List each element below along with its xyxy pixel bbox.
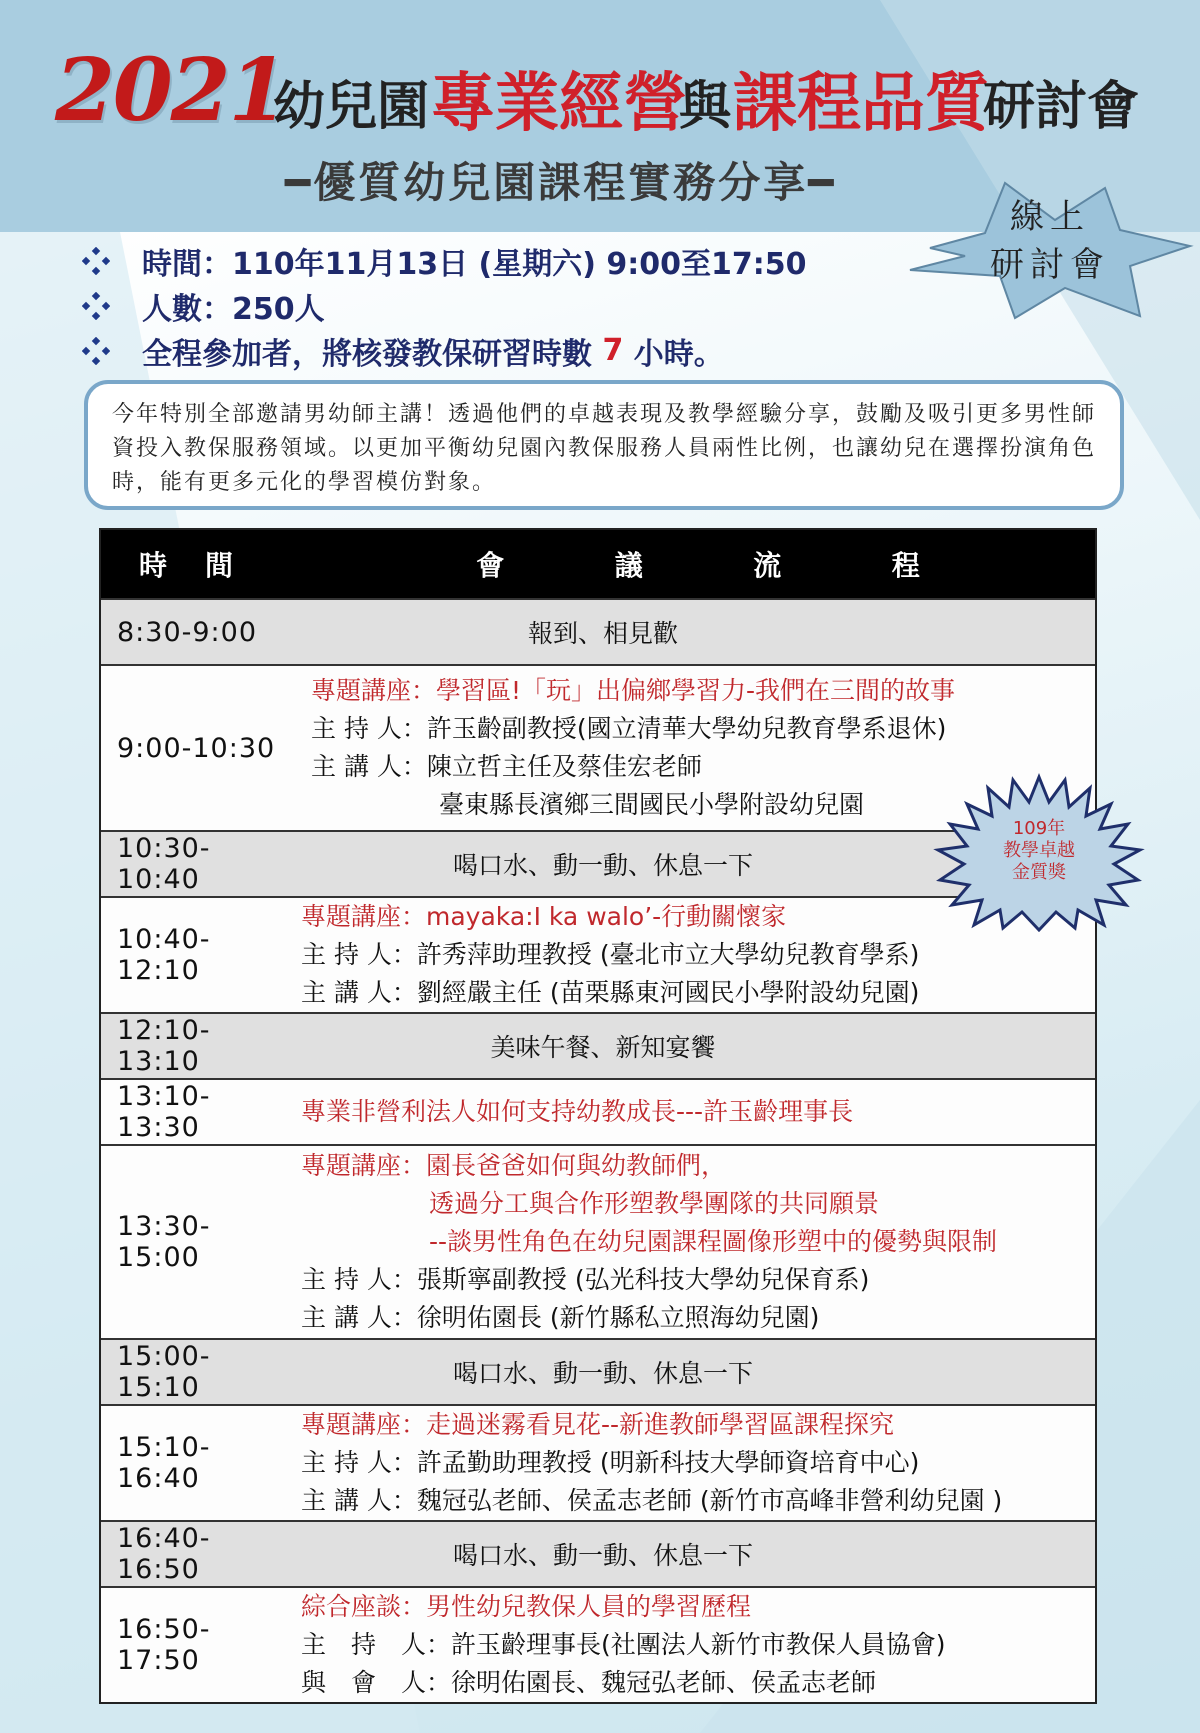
row-participants: 與 會 人：徐明佑園長、魏冠弘老師、侯孟志老師 bbox=[301, 1668, 877, 1697]
row-text: 喝口水、動一動、休息一下 bbox=[452, 1359, 753, 1388]
header-program-char: 流 bbox=[753, 549, 782, 582]
header-program bbox=[291, 544, 1095, 584]
schedule-table bbox=[99, 528, 1097, 1704]
row-time: 12:10-13:10 bbox=[117, 1015, 211, 1077]
row-text: 喝口水、動一動、休息一下 bbox=[452, 851, 753, 880]
row-time: 10:30-10:40 bbox=[117, 833, 211, 895]
info-people-text: 人數：250人 bbox=[142, 291, 325, 327]
schedule-row bbox=[101, 1078, 1095, 1144]
row-speaker-org: 臺東縣長濱鄉三間國民小學附設幼兒園 bbox=[439, 790, 865, 819]
schedule-row bbox=[101, 1012, 1095, 1078]
row-program bbox=[291, 600, 1095, 664]
row-host: 主 持 人：許秀萍助理教授 (臺北市立大學幼兒教育學系) bbox=[301, 940, 920, 969]
row-time: 15:00-15:10 bbox=[117, 1341, 211, 1403]
row-topic-line-3: --談男性角色在幼兒園課程圖像形塑中的優勢與限制 bbox=[429, 1227, 998, 1256]
row-program bbox=[291, 1340, 1095, 1404]
event-subtitle: ━優質幼兒園課程實務分享━ bbox=[285, 158, 837, 207]
schedule-row bbox=[101, 1144, 1095, 1338]
row-time: 15:10-16:40 bbox=[117, 1432, 211, 1494]
diamond-bullet-icon bbox=[82, 247, 110, 275]
schedule-row bbox=[101, 598, 1095, 664]
row-program bbox=[291, 1522, 1095, 1586]
header-time: 時間 bbox=[139, 549, 272, 582]
row-host: 主 持 人：許玉齡理事長(社團法人新竹市教保人員協會) bbox=[301, 1630, 946, 1659]
row-time: 13:10-13:30 bbox=[117, 1081, 211, 1143]
row-time: 10:40-12:10 bbox=[117, 924, 211, 986]
row-topic: 綜合座談：男性幼兒教保人員的學習歷程 bbox=[301, 1592, 752, 1621]
star-line-2: 研討會 bbox=[990, 245, 1110, 285]
award-line-3: 金質獎 bbox=[1012, 862, 1066, 883]
award-line-1: 109年 bbox=[1012, 818, 1066, 839]
row-program bbox=[291, 1146, 1095, 1338]
title-part-kindergarten: 幼兒園 bbox=[273, 77, 430, 137]
event-info bbox=[82, 238, 807, 373]
award-badge-text bbox=[978, 818, 1100, 884]
schedule-row bbox=[101, 1404, 1095, 1520]
header-program-char: 議 bbox=[614, 549, 643, 582]
info-people bbox=[82, 283, 807, 328]
row-time: 16:50-17:50 bbox=[117, 1614, 211, 1676]
info-hours-prefix: 全程參加者，將核發教保研習時數 bbox=[142, 336, 592, 372]
online-star-text bbox=[975, 193, 1125, 289]
row-program bbox=[291, 1588, 1095, 1702]
row-time: 16:40-16:50 bbox=[117, 1523, 211, 1585]
row-program bbox=[291, 1406, 1095, 1520]
award-line-2: 教學卓越 bbox=[1003, 840, 1075, 861]
schedule-header bbox=[101, 530, 1095, 598]
row-text: 喝口水、動一動、休息一下 bbox=[452, 1541, 753, 1570]
row-speaker: 主 講 人：徐明佑園長 (新竹縣私立照海幼兒園) bbox=[301, 1303, 820, 1332]
row-speaker: 主 講 人：陳立哲主任及蔡佳宏老師 bbox=[311, 752, 702, 781]
row-time: 9:00-10:30 bbox=[117, 732, 276, 764]
row-speaker: 主 講 人：劉經嚴主任 (苗栗縣東河國民小學附設幼兒園) bbox=[301, 978, 920, 1007]
header-program-char: 會 bbox=[476, 549, 505, 582]
intro-box: 今年特別全部邀請男幼師主講！透過他們的卓越表現及教學經驗分享，鼓勵及吸引更多男性師資投入教保服務領域。以更加平衡幼兒園內教保服務人員兩性比例，也讓幼兒在選擇扮演角色時，能有更多元化的學習模仿對象。 bbox=[84, 380, 1124, 510]
row-program bbox=[291, 1080, 1095, 1144]
header-program-char: 程 bbox=[891, 549, 920, 582]
title-part-management: 專業經營 bbox=[431, 67, 687, 141]
row-topic: 專題講座：園長爸爸如何與幼教師們， bbox=[301, 1151, 727, 1180]
row-program bbox=[291, 1014, 1095, 1078]
info-hours-value: 7 bbox=[602, 333, 624, 368]
row-host: 主 持 人：許玉齡副教授(國立清華大學幼兒教育學系退休) bbox=[311, 714, 947, 743]
info-time bbox=[82, 238, 807, 283]
row-topic-line-2: 透過分工與合作形塑教學團隊的共同願景 bbox=[429, 1189, 880, 1218]
schedule-row bbox=[101, 1338, 1095, 1404]
title-year: 2021 bbox=[55, 40, 287, 141]
event-title bbox=[55, 22, 1155, 141]
row-host: 主 持 人：張斯寧副教授 (弘光科技大學幼兒保育系) bbox=[301, 1265, 870, 1294]
info-hours-suffix: 小時。 bbox=[633, 336, 724, 372]
schedule-row bbox=[101, 1520, 1095, 1586]
title-part-and: 與 bbox=[679, 77, 732, 137]
row-speaker: 主 講 人：魏冠弘老師、侯孟志老師 (新竹市高峰非營利幼兒園 ) bbox=[301, 1486, 1003, 1515]
row-host: 主 持 人：許孟勤助理教授 (明新科技大學師資培育中心) bbox=[301, 1448, 920, 1477]
row-time: 13:30-15:00 bbox=[117, 1211, 211, 1273]
row-topic: 專題講座：走過迷霧看見花--新進教師學習區課程探究 bbox=[301, 1410, 895, 1439]
row-text: 美味午餐、新知宴饗 bbox=[490, 1033, 716, 1062]
row-text: 報到、相見歡 bbox=[527, 619, 678, 648]
star-line-1: 線上 bbox=[1010, 197, 1090, 237]
title-part-seminar: 研討會 bbox=[983, 77, 1140, 137]
info-hours bbox=[82, 328, 807, 373]
title-part-quality: 課程品質 bbox=[733, 67, 989, 141]
row-topic: 專業非營利法人如何支持幼教成長---許玉齡理事長 bbox=[301, 1097, 854, 1126]
diamond-bullet-icon bbox=[82, 337, 110, 365]
row-topic: 專題講座：學習區!「玩」出偏鄉學習力-我們在三間的故事 bbox=[311, 676, 956, 705]
info-time-text: 時間：110年11月13日 (星期六) 9:00至17:50 bbox=[142, 246, 807, 282]
row-topic: 專題講座：mayaka:I ka walo’-行動關懷家 bbox=[301, 902, 787, 931]
schedule-row bbox=[101, 1586, 1095, 1702]
row-time: 8:30-9:00 bbox=[117, 616, 258, 648]
diamond-bullet-icon bbox=[82, 292, 110, 320]
